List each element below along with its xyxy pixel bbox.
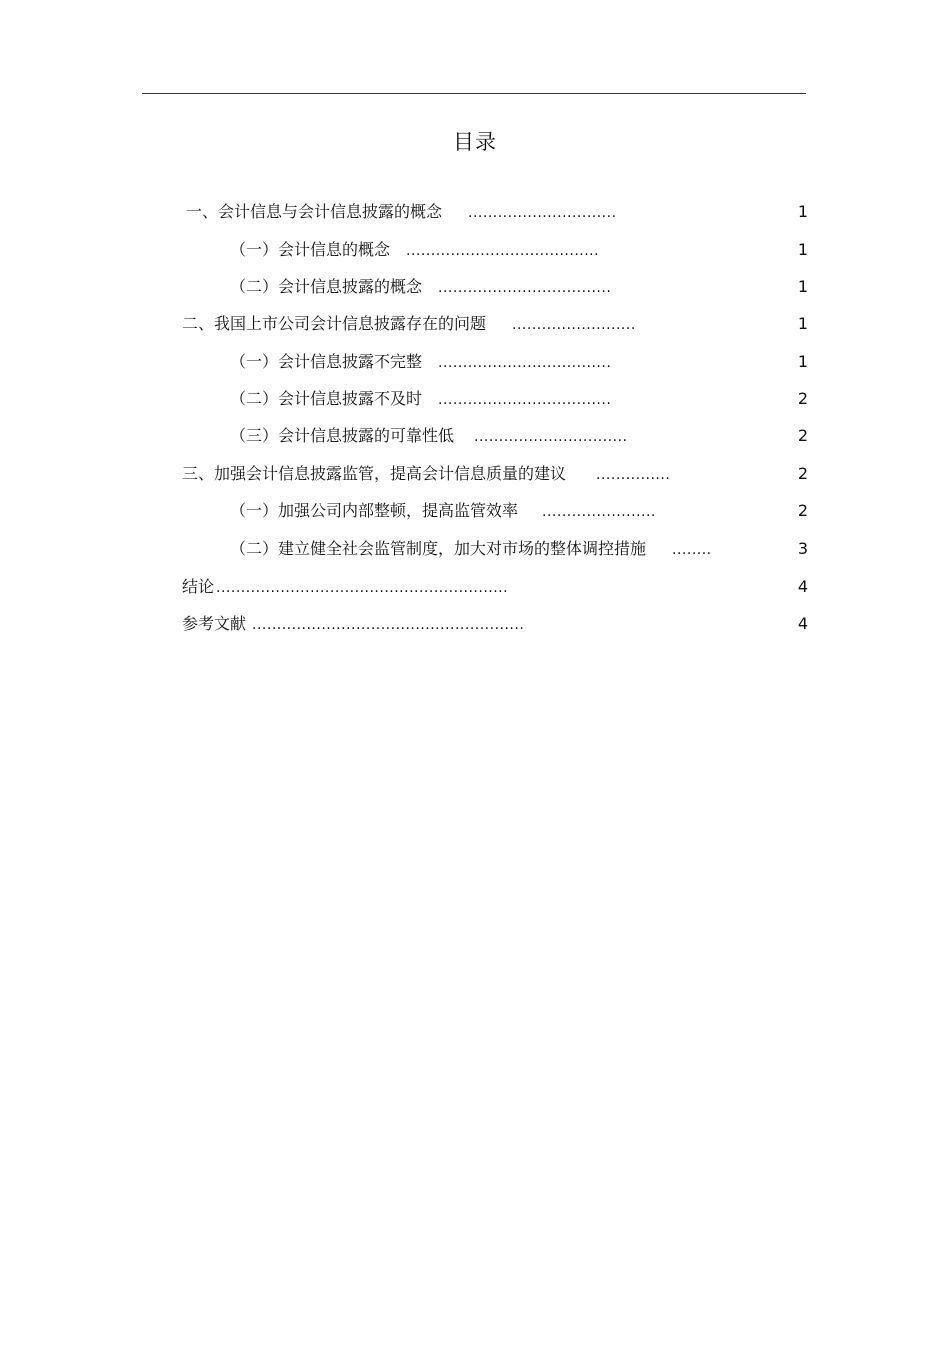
toc-entry-text: 三、加强会计信息披露监管，提高会计信息质量的建议 (182, 464, 567, 483)
toc-dot-leader: ............... (596, 467, 671, 483)
toc-entry[interactable] (186, 200, 617, 224)
toc-page-number: 1 (797, 240, 808, 259)
toc-entry-text: （一）会计信息披露不完整 (230, 352, 423, 371)
toc-page-number: 1 (797, 314, 808, 333)
toc-page-number: 4 (797, 577, 808, 596)
toc-entry[interactable] (182, 612, 524, 636)
toc-dot-leader: ........ (672, 542, 712, 558)
toc-page-number: 1 (797, 277, 808, 296)
toc-dot-leader: ....................................... (406, 243, 600, 259)
toc-entry[interactable] (230, 275, 611, 299)
header-rule (142, 93, 806, 94)
toc-page-number: 2 (797, 501, 808, 520)
toc-entry-text: 参考文献 (182, 614, 247, 633)
toc-entry[interactable] (230, 537, 712, 561)
toc-entry[interactable] (230, 350, 611, 374)
toc-dot-leader: ............................... (474, 429, 628, 445)
toc-entry-text: （二）会计信息披露的概念 (230, 277, 423, 296)
toc-entry-text: （一）加强公司内部整顿，提高监管效率 (230, 501, 519, 520)
toc-dot-leader: ................................... (438, 280, 612, 296)
toc-title: 目录 (453, 130, 497, 154)
toc-dot-leader: ....................... (542, 504, 656, 520)
toc-dot-leader: ........................................................... (216, 580, 509, 596)
toc-entry[interactable] (182, 312, 636, 336)
toc-page-number: 2 (797, 426, 808, 445)
toc-entry[interactable] (230, 499, 656, 523)
toc-page-number: 1 (797, 352, 808, 371)
toc-page-number: 2 (797, 389, 808, 408)
toc-page-number: 1 (797, 202, 808, 221)
toc-entry-text: （二）建立健全社会监管制度，加大对市场的整体调控措施 (230, 539, 647, 558)
toc-dot-leader: ................................... (438, 355, 612, 371)
toc-dot-leader: ....................................................... (252, 617, 525, 633)
toc-entry[interactable] (182, 462, 670, 486)
toc-entry[interactable] (230, 238, 599, 262)
toc-entry-text: 一、会计信息与会计信息披露的概念 (186, 202, 443, 221)
toc-page-number: 3 (797, 539, 808, 558)
toc-entry[interactable] (230, 424, 627, 448)
toc-dot-leader: .............................. (468, 205, 617, 221)
toc-entry[interactable] (182, 575, 508, 599)
toc-entry-text: （一）会计信息的概念 (230, 240, 391, 259)
toc-entry-text: （三）会计信息披露的可靠性低 (230, 426, 455, 445)
toc-page-number: 2 (797, 464, 808, 483)
toc-dot-leader: ......................... (512, 317, 636, 333)
toc-entry-text: （二）会计信息披露不及时 (230, 389, 423, 408)
toc-page-number: 4 (797, 614, 808, 633)
toc-entry-text: 结论 (182, 577, 215, 596)
toc-entry[interactable] (230, 387, 611, 411)
toc-entry-text: 二、我国上市公司会计信息披露存在的问题 (182, 314, 487, 333)
toc-dot-leader: ................................... (438, 392, 612, 408)
